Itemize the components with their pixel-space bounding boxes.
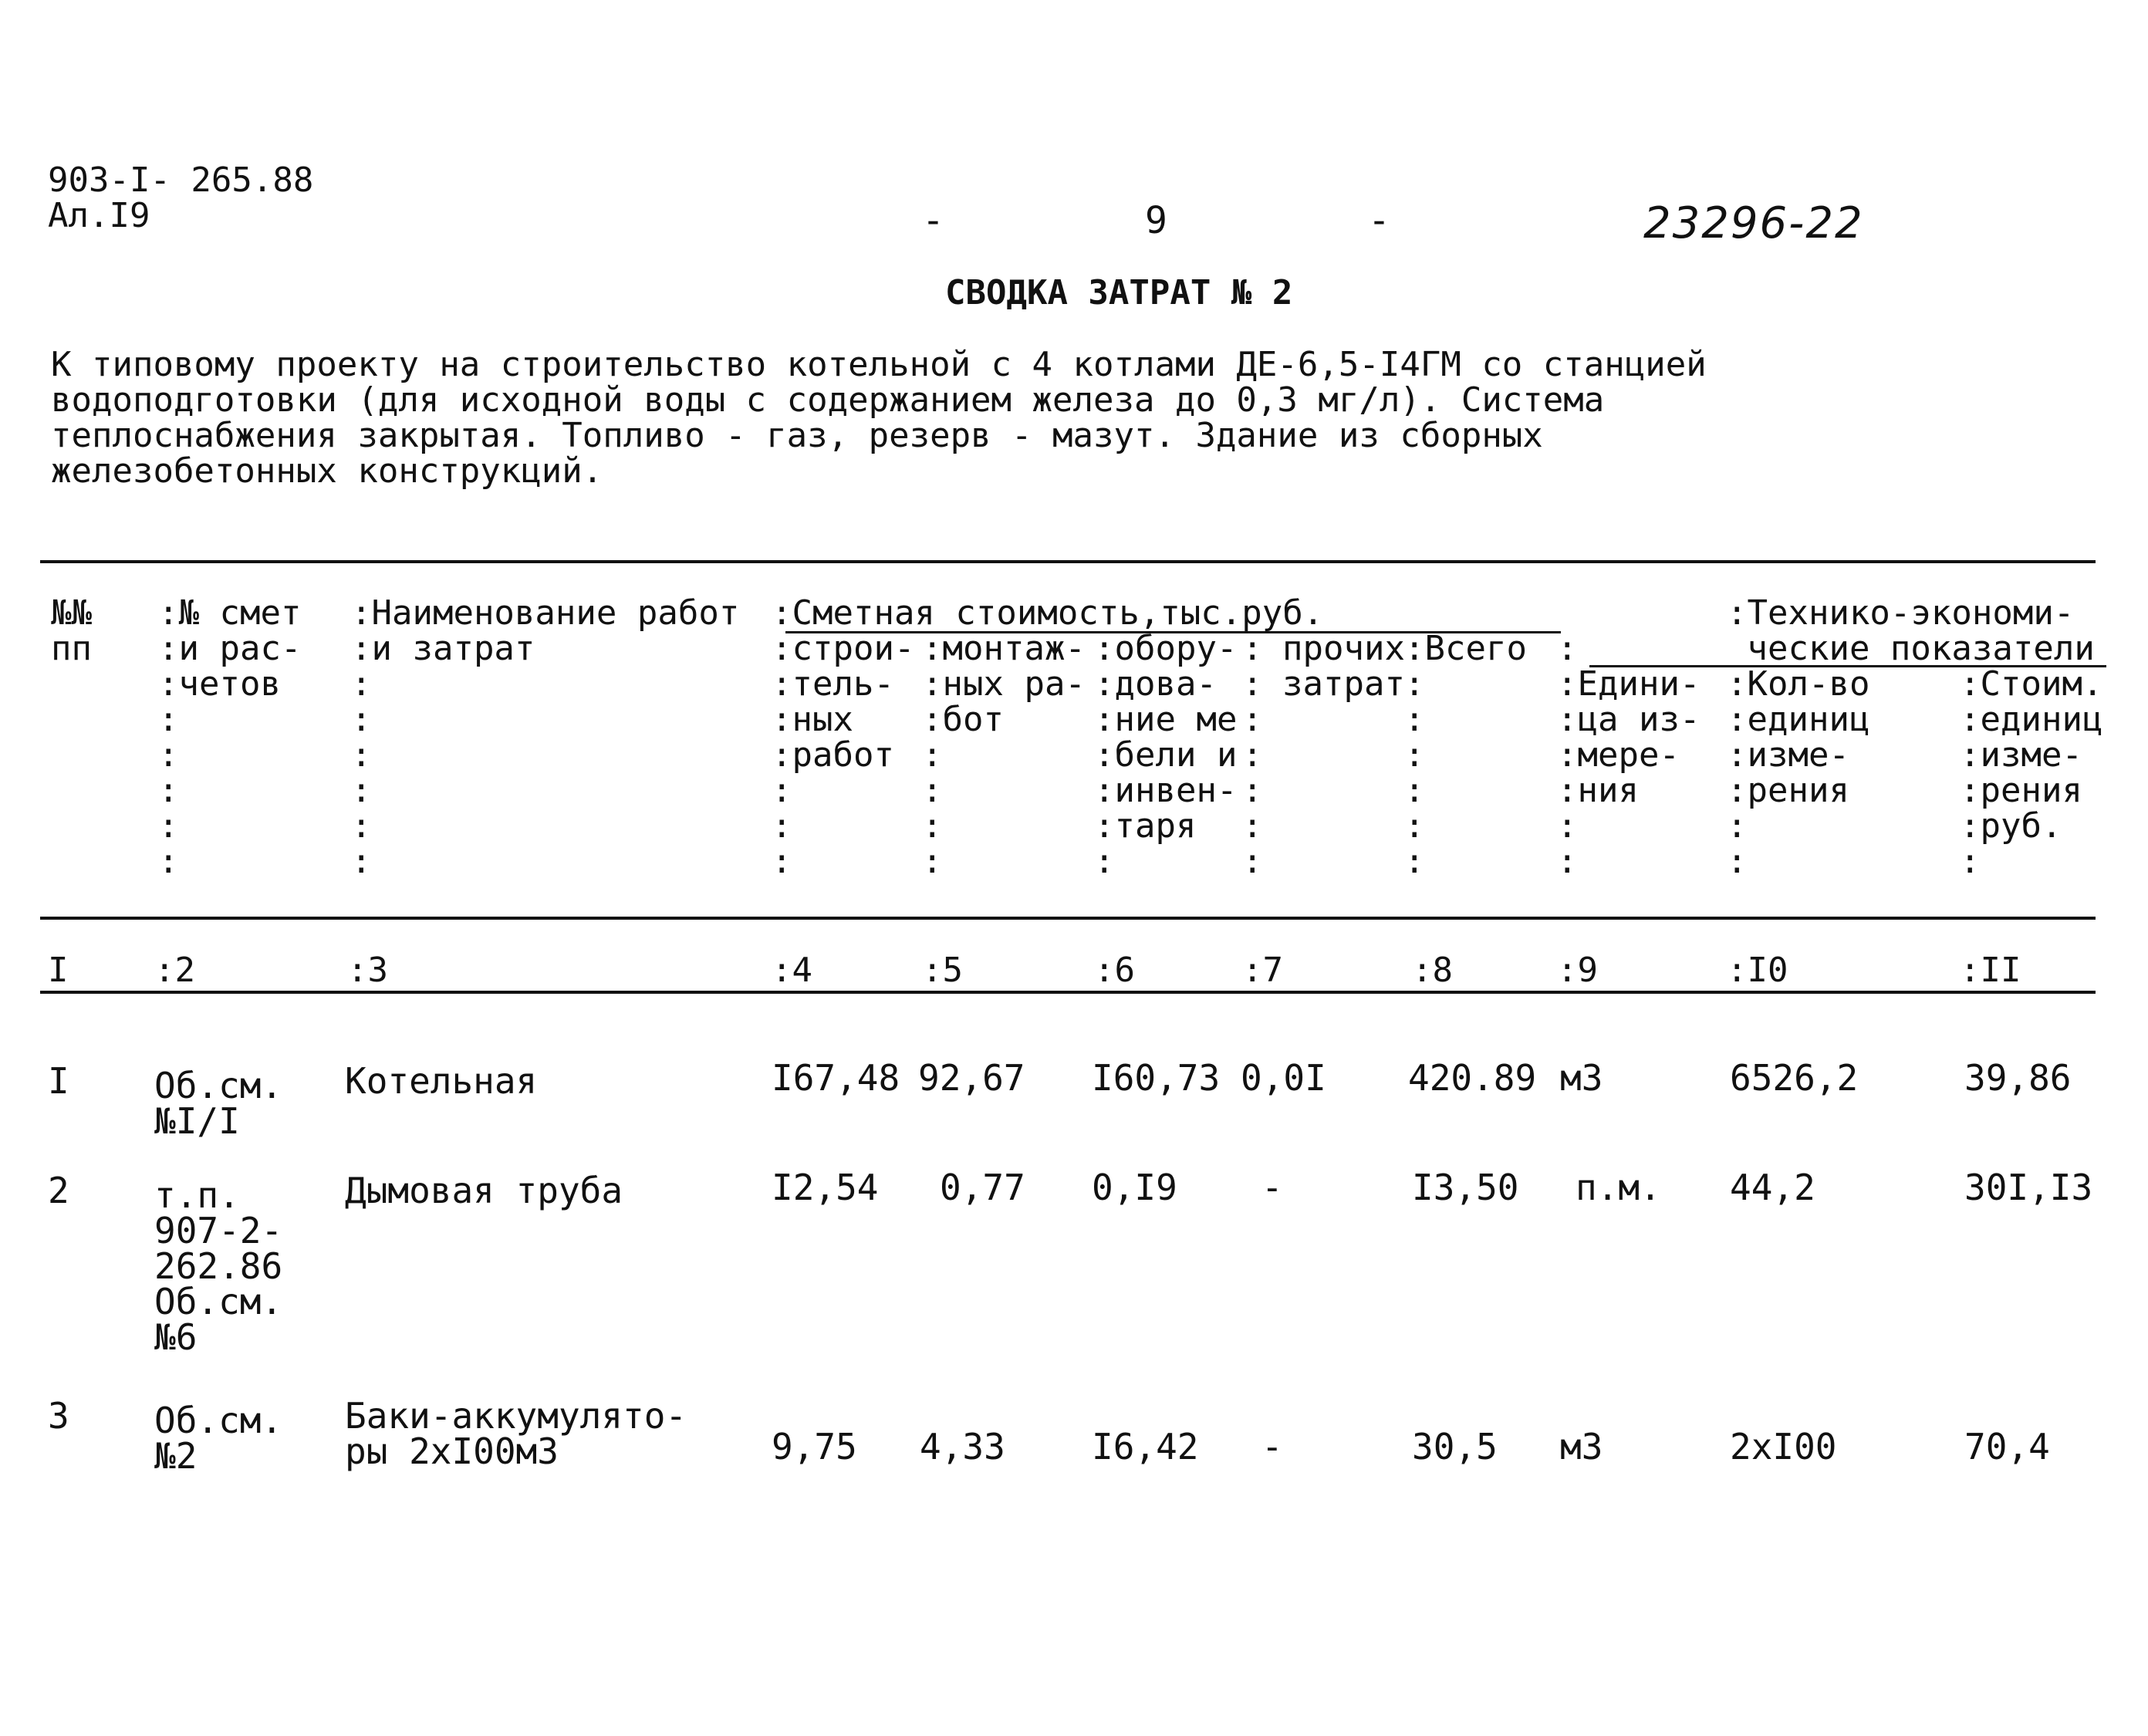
header-col-estimate-ref: :№ смет :и рас- :чeтов : : : : :: [158, 593, 302, 881]
total-cost: I3,50: [1412, 1167, 1519, 1208]
header-col-number: №№ пп: [51, 593, 92, 668]
construction-cost: 9,75: [772, 1426, 857, 1467]
header-col-installation: :монтаж- :ных ра- :бот : : : :: [922, 629, 1086, 881]
equipment-cost: I6,42: [1092, 1426, 1199, 1467]
intro-line: К типовому проекту на строительство котельной с 4 котлами ДЕ-6,5-I4ГМ со станцией: [51, 345, 1707, 384]
document-number: 23296-22: [1643, 198, 1864, 248]
page-number: - 9 -: [922, 199, 1390, 242]
work-name: Дымовая труба: [345, 1170, 623, 1211]
header-col-name: :Наименование работ :и затрат : : : : : :: [351, 593, 740, 881]
intro-line: теплоснабжения закрытая. Топливо - газ, резерв - мазут. Здание из сборных: [51, 416, 1543, 455]
unit-cost: 70,4: [1964, 1426, 2050, 1467]
other-cost: -: [1261, 1426, 1283, 1467]
header-col-equipment: :обору- :дова- :ние ме :бели и :инвен- :таря :: [1094, 629, 1238, 881]
column-number: :I0: [1727, 951, 1788, 990]
unit-cost: 30I,I3: [1964, 1167, 2093, 1208]
header-col-other: прочих затрат: [1282, 629, 1405, 704]
unit-cost: 39,86: [1964, 1057, 2072, 1099]
table-top-rule: [40, 560, 2096, 563]
sheet-label: Ал.I9: [48, 196, 150, 235]
estimate-ref: т.п. 907-2- 262.86 Об.см. №6: [154, 1174, 283, 1358]
row-number: 3: [48, 1395, 69, 1437]
equipment-cost: 0,I9: [1092, 1167, 1177, 1208]
estimate-ref: Об.см. №2: [154, 1400, 283, 1477]
total-cost: 420.89: [1408, 1057, 1537, 1099]
column-number: :2: [154, 951, 195, 990]
project-code: 903-I- 265.88: [48, 160, 314, 200]
header-col-unit: :Едини- :ца из- :мере- :ния : :: [1557, 664, 1700, 881]
quantity: 2хI00: [1730, 1426, 1837, 1467]
column-number: :8: [1412, 951, 1453, 990]
column-numbers-rule: [40, 991, 2096, 994]
installation-cost: 4,33: [920, 1426, 1005, 1467]
header-bottom-rule: [40, 917, 2096, 920]
column-number: :5: [922, 951, 963, 990]
column-number: :9: [1557, 951, 1598, 990]
row-number: I: [48, 1060, 69, 1102]
header-col-construction: :строи- :тель- :ных :работ : : :: [772, 629, 915, 881]
unit: м3: [1560, 1057, 1603, 1099]
header-group-tech: :Технико-экономи- ческие показатели: [1727, 593, 2095, 668]
document-title: СВОДКА ЗАТРАТ № 2: [945, 273, 1293, 312]
work-name: Котельная: [345, 1060, 538, 1102]
header-tech-sep: :: [1557, 629, 1578, 668]
header-col-total: :Всего : : : : : :: [1404, 629, 1527, 881]
construction-cost: I67,48: [772, 1057, 900, 1099]
header-group-cost: :Сметная стоимость,тыс.руб.: [772, 593, 1324, 633]
intro-line: водоподготовки (для исходной воды с содержанием железа до 0,3 мг/л). Система: [51, 380, 1605, 420]
other-cost: -: [1261, 1167, 1283, 1208]
work-name: Баки-аккумулято- ры 2хI00м3: [345, 1395, 687, 1472]
unit: п.м.: [1576, 1167, 1661, 1208]
column-number: I: [48, 951, 69, 990]
estimate-ref: Об.см. №I/I: [154, 1065, 283, 1142]
total-cost: 30,5: [1412, 1426, 1498, 1467]
column-number: :4: [772, 951, 812, 990]
equipment-cost: I60,73: [1092, 1057, 1221, 1099]
intro-line: железобетонных конструкций.: [51, 451, 603, 491]
installation-cost: 92,67: [918, 1057, 1025, 1099]
header-col-unit-cost: :Стоим. :единиц :изме- :рения :руб. :: [1960, 664, 2103, 881]
column-number: :II: [1960, 951, 2021, 990]
other-cost: 0,0I: [1241, 1057, 1326, 1099]
installation-cost: 0,77: [940, 1167, 1025, 1208]
header-col-other-sep: : : : : : : :: [1242, 629, 1263, 881]
column-number: :6: [1094, 951, 1135, 990]
row-number: 2: [48, 1170, 69, 1211]
unit: м3: [1560, 1426, 1603, 1467]
column-number: :3: [347, 951, 388, 990]
header-col-quantity: :Кол-во :единиц :изме- :рения : :: [1727, 664, 1870, 881]
quantity: 6526,2: [1730, 1057, 1859, 1099]
construction-cost: I2,54: [772, 1167, 879, 1208]
column-number: :7: [1242, 951, 1283, 990]
quantity: 44,2: [1730, 1167, 1815, 1208]
